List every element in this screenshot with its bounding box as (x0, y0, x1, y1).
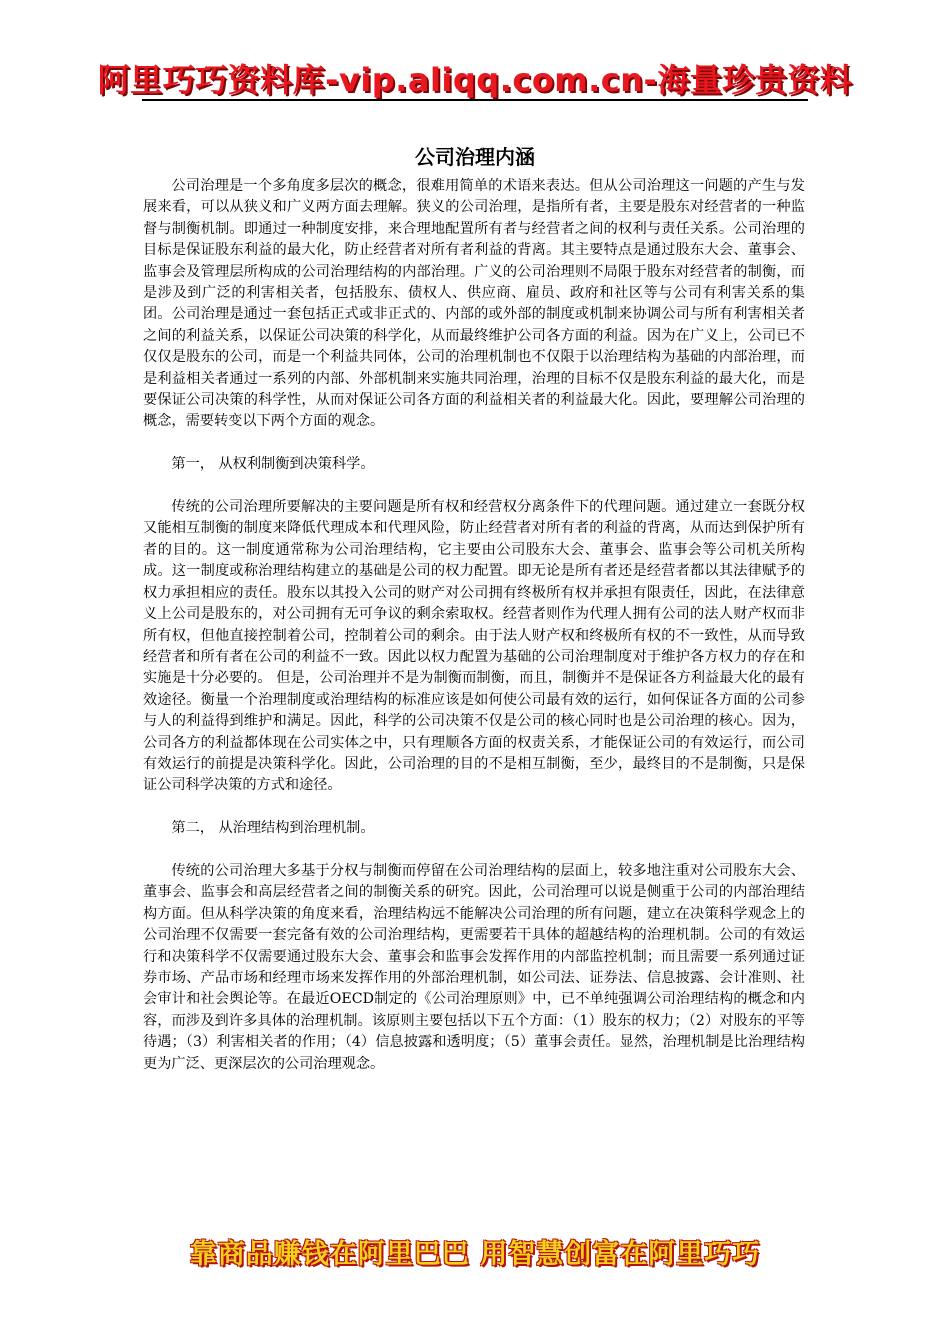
header-watermark-banner (97, 56, 853, 100)
section2-paragraph: 传统的公司治理大多基于分权与制衡而停留在公司治理结构的层面上，较多地注重对公司股东大会、董事会、监事会和高层经营者之间的制衡关系的研究。因此，公司治理可以说是侧重于公司的内部治理结构方面。但从科学决策的角度来看，治理结构远不能解决公司治理的所有问题，建立在决策科学观念上的公司治理不仅需要一套完备有效的公司治理结构，更需要若干具体的超越结构的治理机制。公司的有效运行和决策科学不仅需要通过股东大会、董事会和监事会发挥作用的内部监控机制；而且需要一系列通过证券市场、产品市场和经理市场来发挥作用的外部治理机制，如公司法、证券法、信息披露、会计准则、社会审计和社会舆论等。在最近OECD制定的《公司治理原则》中，已不单纯强调公司治理结构的概念和内容，而涉及到许多具体的治理机制。该原则主要包括以下五个方面：（1）股东的权力；（2）对股东的平等待遇；（3）利害相关者的作用；（4）信息披露和透明度；（5）董事会责任。显然，治理机制是比治理结构更为广泛、更深层次的公司治理观念。 (143, 862, 805, 1072)
header-divider (142, 99, 808, 101)
document-title: 公司治理内涵 (415, 145, 535, 169)
document-body (143, 176, 805, 1075)
section1-paragraph: 传统的公司治理所要解决的主要问题是所有权和经营权分离条件下的代理问题。通过建立一套既分权又能相互制衡的制度来降低代理成本和代理风险，防止经营者对所有者的利益的背离，从而达到保护所有者的目的。这一制度通常称为公司治理结构，它主要由公司股东大会、董事会、监事会等公司机关所构成。这一制度或称治理结构建立的基础是公司的权力配置。即无论是所有者还是经营者都以其法律赋予的权力承担相应的责任。股东以其投入公司的财产对公司拥有终极所有权并承担有限责任，因此，在法律意义上公司是股东的，对公司拥有无可争议的剩余索取权。经营者则作为代理人拥有公司的法人财产权而非所有权，但他直接控制着公司，控制着公司的剩余。由于法人财产权和终极所有权的不一致性，从而导致经营者和所有者在公司的利益不一致。因此以权力配置为基础的公司治理制度对于维护各方权力的存在和实施是十分必要的。 但是，公司治理并不是为制衡而制衡，而且，制衡并不是保证各方利益最大化的最有效途径。衡量一个治理制度或治理结构的标准应该是如何使公司最有效的运行，如何保证各方面的公司参与人的利益得到维护和满足。因此，科学的公司决策不仅是公司的核心同时也是公司治理的核心。因为，公司各方的利益都体现在公司实体之中，只有理顺各方面的权责关系，才能保证公司的有效运行，而公司有效运行的前提是决策科学化。因此，公司治理的目的不是相互制衡，至少，最终目的不是制衡，只是保证公司科学决策的方式和途径。 (143, 499, 805, 794)
section1-heading: 第一， 从权利制衡到决策科学。 (171, 456, 375, 473)
header-banner-text: 阿里巧巧资料库-vip.aliqq.com.cn-海量珍贵资料 (97, 61, 853, 99)
footer-slogan-banner (138, 1231, 812, 1271)
intro-paragraph: 公司治理是一个多角度多层次的概念，很难用简单的术语来表达。但从公司治理这一问题的产生与发展来看，可以从狭义和广义两方面去理解。狭义的公司治理，是指所有者，主要是股东对经营者的一种监督与制衡机制。即通过一种制度安排，来合理地配置所有者与经营者之间的权利与责任关系。公司治理的目标是保证股东利益的最大化，防止经营者对所有者利益的背离。其主要特点是通过股东大会、董事会、监事会及管理层所构成的公司治理结构的内部治理。广义的公司治理则不局限于股东对经营者的制衡，而是涉及到广泛的利害相关者，包括股东、债权人、供应商、雇员、政府和社区等与公司有利害关系的集团。公司治理是通过一套包括正式或非正式的、内部的或外部的制度或机制来协调公司与所有利害相关者之间的利益关系，以保证公司决策的科学化，从而最终维护公司各方面的利益。因为在广义上，公司已不仅仅是股东的公司，而是一个利益共同体，公司的治理机制也不仅限于以治理结构为基础的内部治理，而是利益相关者通过一系列的内部、外部机制来实施共同治理，治理的目标不仅是股东利益的最大化，而是要保证公司决策的科学性，从而对保证公司各方面的利益相关者的利益最大化。因此，要理解公司治理的概念，需要转变以下两个方面的观念。 (143, 178, 805, 430)
footer-banner-text: 靠商品赚钱在阿里巴巴 用智慧创富在阿里巧巧 (189, 1238, 761, 1270)
section2-heading: 第二， 从治理结构到治理机制。 (171, 820, 375, 837)
